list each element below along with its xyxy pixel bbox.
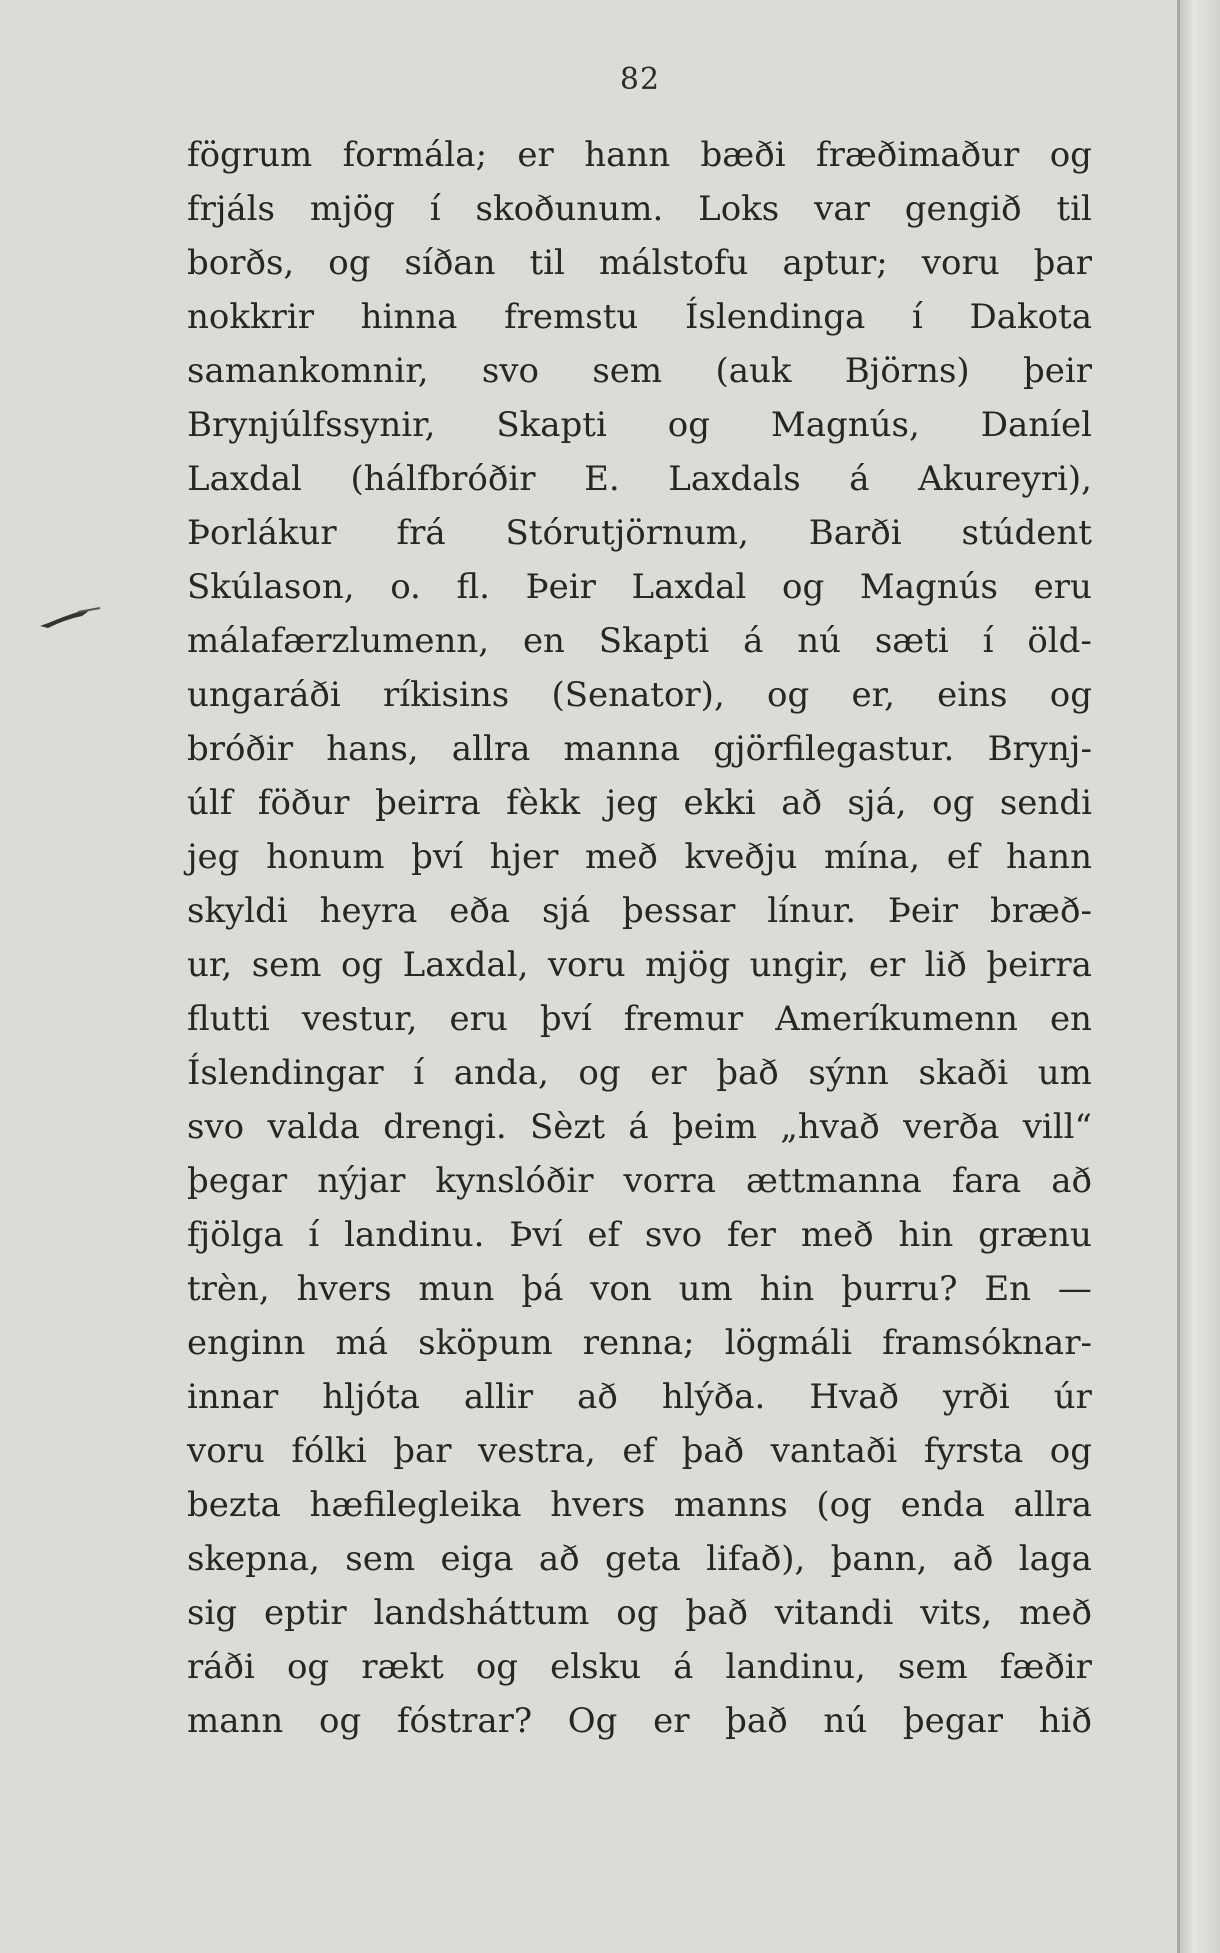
word: öld- [1027,621,1092,661]
word: frjáls [187,189,275,229]
word: um [678,1269,733,1309]
word: sjá, [847,783,907,823]
word: en [522,621,565,661]
word: Magnús, [770,405,920,445]
word: er, [851,675,895,715]
text-line [187,344,1092,398]
word: Íslendinga [684,297,866,337]
word: enginn [187,1323,306,1363]
word: ef [622,1431,656,1471]
word: Þorlákur [187,513,337,553]
word: um [1037,1053,1092,1093]
word: innar [187,1377,279,1417]
word: bræð- [990,891,1092,931]
word: fögrum [187,135,313,175]
text-line [187,128,1092,182]
word: Hvað [809,1377,899,1417]
text-line [187,1370,1092,1424]
word: sig [187,1593,238,1633]
word: (hálfbróðir [350,459,536,499]
word: voru [547,945,626,985]
word: ungaráði [187,675,341,715]
word: mann [187,1701,284,1741]
word: enda [900,1485,985,1525]
word: anda, [453,1053,549,1093]
text-line [187,398,1092,452]
word: og [328,243,371,283]
word: má [335,1323,389,1363]
word: fremur [623,999,744,1039]
word: jeg [187,837,240,877]
word: þegar [187,1161,288,1201]
word: honum [266,837,385,877]
word: sýnn [808,1053,889,1093]
word: eptir [263,1593,347,1633]
word: er [650,1053,687,1093]
word: með [1019,1593,1092,1633]
word: svo [187,1107,245,1147]
word: eiga [440,1539,514,1579]
word: Og [567,1701,618,1741]
text-line [187,992,1092,1046]
word: sem [251,945,322,985]
word: sem [592,351,663,391]
word: ef [946,837,980,877]
word: á [673,1647,694,1687]
word: fèkk [506,783,581,823]
word: valda [267,1107,360,1147]
word: mjög [309,189,395,229]
word: svo [481,351,539,391]
text-line [187,1046,1092,1100]
word: á [849,459,870,499]
word: grænu [978,1215,1092,1255]
word: fæðir [999,1647,1092,1687]
text-line [187,938,1092,992]
word: ættmanna [745,1161,922,1201]
text-line [187,776,1092,830]
word: kveðju [684,837,798,877]
word: hljóta [322,1377,420,1417]
word: borðs, [187,243,295,283]
word: Þeir [887,891,959,931]
word: og [1049,1431,1092,1471]
word: með [585,837,658,877]
word: hin [898,1215,954,1255]
word: hinna [360,297,458,337]
word: og [932,783,975,823]
word: fólki [291,1431,367,1471]
word: lifað), [706,1539,806,1579]
word: í [308,1215,320,1255]
text-line [187,290,1092,344]
word: formála; [342,135,488,175]
word: sem [345,1539,416,1579]
word: með [800,1215,874,1255]
word: fyrsta [923,1431,1024,1471]
word: til [529,243,565,283]
word: málstofu [598,243,749,283]
ink-mark [38,606,102,630]
word: nú [797,621,841,661]
word: o. [390,567,421,607]
word: heyra [319,891,418,931]
body-text [187,128,1092,1748]
word: og [667,405,710,445]
text-line [187,1100,1092,1154]
word: Ameríkumenn [775,999,1018,1039]
word: hvers [550,1485,646,1525]
word: þeim [671,1107,757,1147]
word: allra [451,729,531,769]
word: Brynj- [987,729,1092,769]
word: stúdent [961,513,1092,553]
word: er [517,135,554,175]
word: hlýða. [661,1377,766,1417]
word: vestur, [301,999,418,1039]
text-line [187,830,1092,884]
word: hæfilegleika [309,1485,522,1525]
word: fremstu [504,297,639,337]
word: og [319,1701,362,1741]
word: hið [1038,1701,1092,1741]
word: var [814,189,870,229]
word: landsháttum [373,1593,590,1633]
word: ur, [187,945,233,985]
word: vits, [920,1593,993,1633]
word: skyldi [187,891,288,931]
word: samankomnir, [187,351,429,391]
word: þeir [1022,351,1092,391]
word: landinu. [344,1215,485,1255]
word: að [781,783,822,823]
word: ekki [683,783,756,823]
word: til [1056,189,1092,229]
word: Loks [698,189,780,229]
word: (og [816,1485,872,1525]
word: í [911,297,923,337]
word: elsku [550,1647,642,1687]
word: manna [563,729,681,769]
word: nýjar [317,1161,406,1201]
word: í [429,189,441,229]
word: landinu, [725,1647,866,1687]
word: fara [951,1161,1022,1201]
word: voru [187,1431,265,1471]
text-line [187,182,1092,236]
word: það [716,1053,779,1093]
word: Daníel [980,405,1092,445]
word: rækt [361,1647,444,1687]
word: hin [759,1269,815,1309]
word: að [952,1539,994,1579]
word: sem [897,1647,968,1687]
word: fl. [456,567,490,607]
text-line [187,884,1092,938]
word: lögmáli [724,1323,853,1363]
text-line [187,1208,1092,1262]
word: voru [921,243,1000,283]
word: fóstrar? [396,1701,533,1741]
text-line [187,236,1092,290]
word: Brynjúlfssynir, [187,405,436,445]
word: því [411,837,463,877]
word: Stórutjörnum, [505,513,749,553]
word: þegar [902,1701,1004,1741]
text-line [187,1154,1092,1208]
word: og [782,567,825,607]
word: þurru? [841,1269,958,1309]
word: mína, [823,837,921,877]
text-line [187,1316,1092,1370]
page-edge [1180,0,1220,1953]
word: sendi [999,783,1092,823]
word: eru [1033,567,1092,607]
word: ríkisins [382,675,510,715]
word: eru [449,999,508,1039]
word: frá [396,513,446,553]
word: von [590,1269,652,1309]
word: Þeir [525,567,596,607]
word: allra [1013,1485,1092,1525]
word: renna; [582,1323,695,1363]
page-number: 82 [619,62,661,97]
word: málafærzlumenn, [187,621,490,661]
word: eða [449,891,511,931]
word: trèn, [187,1269,270,1309]
word: — [1057,1269,1092,1309]
word: úr [1053,1377,1092,1417]
word: hjer [489,837,559,877]
word: mun [418,1269,495,1309]
word: Dakota [969,297,1092,337]
word: þá [521,1269,564,1309]
word: á [628,1107,649,1147]
word: vestra, [478,1431,596,1471]
word: Íslendingar [187,1053,384,1093]
word: að [1051,1161,1092,1201]
word: Laxdal, [402,945,529,985]
word: drengi. [383,1107,507,1147]
word: Skúlason, [187,567,355,607]
word: sæti [874,621,949,661]
word: í [982,621,994,661]
word: sköpum [418,1323,553,1363]
word: þar [1033,243,1092,283]
word: hans, [326,729,419,769]
word: bezta [187,1485,281,1525]
word: skepna, [187,1539,320,1579]
word: að [577,1377,618,1417]
word: ungir, [749,945,850,985]
word: bæði [700,135,786,175]
text-line [187,1478,1092,1532]
text-line [187,1694,1092,1748]
text-line [187,1532,1092,1586]
word: flutti [187,999,270,1039]
text-line [187,668,1092,722]
text-line [187,1262,1092,1316]
word: Magnús [859,567,998,607]
word: geta [604,1539,681,1579]
word: laga [1018,1539,1092,1579]
text-line [187,614,1092,668]
word: (Senator), [551,675,725,715]
word: hann [584,135,671,175]
text-line [187,560,1092,614]
word: og [286,1647,330,1687]
word: Laxdals [668,459,801,499]
word: þeirra [986,945,1092,985]
word: og [1049,675,1092,715]
word: Laxdal [187,459,302,499]
word: það [681,1431,745,1471]
word: línur. [767,891,857,931]
word: og [767,675,810,715]
word: framsóknar- [882,1323,1092,1363]
word: og [616,1593,659,1633]
word: svo [644,1215,703,1255]
word: er [653,1701,690,1741]
word: ef [587,1215,621,1255]
word: þann, [830,1539,928,1579]
word: í [413,1053,425,1093]
word: E. [584,459,620,499]
word: ráði [187,1647,255,1687]
word: vitandi [774,1593,894,1633]
word: því [539,999,592,1039]
word: kynslóðir [435,1161,594,1201]
word: og [340,945,384,985]
word: Því [509,1215,563,1255]
word: Akureyri), [918,459,1092,499]
word: gengið [904,189,1022,229]
word: fer [726,1215,776,1255]
text-line [187,452,1092,506]
text-line [187,1640,1092,1694]
word: það [725,1701,788,1741]
word: lið [924,945,967,985]
word: En [984,1269,1032,1309]
word: hann [1006,837,1092,877]
text-line [187,722,1092,776]
word: allir [463,1377,534,1417]
word: nokkrir [187,297,314,337]
word: úlf [187,783,233,823]
word: og [578,1053,621,1093]
word: mjög [645,945,731,985]
word: skoðunum. [475,189,664,229]
word: bróðir [187,729,294,769]
word: að [538,1539,580,1579]
word: þeirra [375,783,481,823]
word: og [1049,135,1092,175]
word: fjölga [187,1215,284,1255]
word: manns [673,1485,788,1525]
text-line [187,1424,1092,1478]
text-line [187,506,1092,560]
word: vill“ [1022,1107,1092,1147]
word: skaði [918,1053,1009,1093]
word: nú [823,1701,868,1741]
word: verða [903,1107,1000,1147]
word: vorra [623,1161,716,1201]
word: eins [937,675,1008,715]
word: á [743,621,764,661]
word: Laxdal [631,567,747,607]
word: síðan [404,243,496,283]
word: jeg [605,783,659,823]
word: Skapti [598,621,710,661]
word: og [475,1647,519,1687]
word: þar [393,1431,452,1471]
word: (auk [715,351,792,391]
word: sjá [541,891,591,931]
word: „hvað [780,1107,880,1147]
text-line [187,1586,1092,1640]
word: en [1049,999,1092,1039]
word: Björns) [844,351,970,391]
word: Skapti [496,405,607,445]
word: vantaði [770,1431,898,1471]
word: föður [257,783,350,823]
word: yrði [942,1377,1010,1417]
word: er [868,945,906,985]
word: Barði [808,513,902,553]
word: gjörfilegastur. [713,729,955,769]
word: þessar [622,891,736,931]
word: Sèzt [530,1107,605,1147]
word: fræðimaður [816,135,1020,175]
word: það [685,1593,748,1633]
word: hvers [296,1269,392,1309]
word: aptur; [782,243,888,283]
